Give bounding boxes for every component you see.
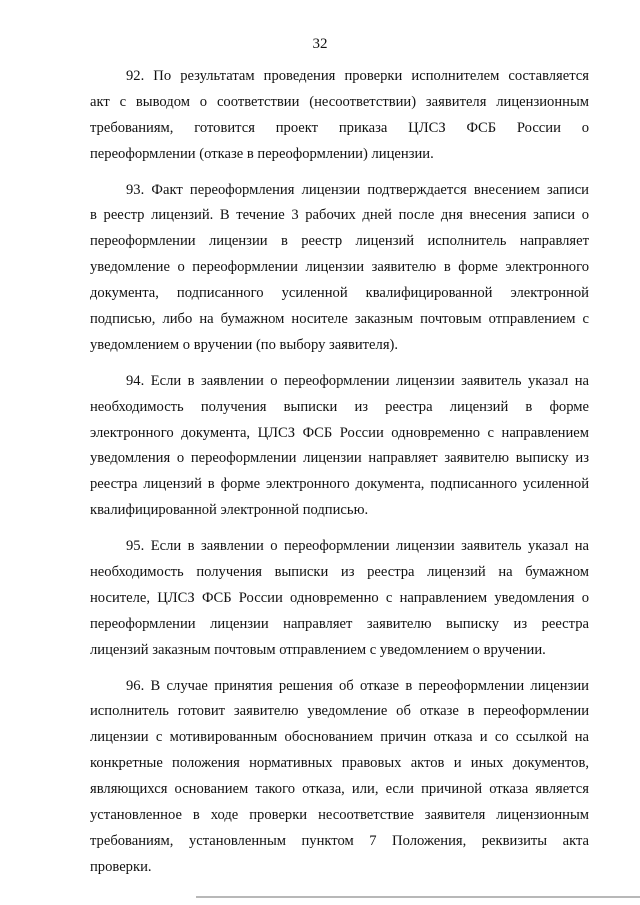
text-line: подписью, либо на бумажном носителе заказным почтовым отправлением с — [90, 311, 589, 328]
text-line: документа, подписанного усиленной квалифицированной электронной — [90, 285, 589, 302]
paragraph-94 — [90, 369, 589, 524]
text-line: электронного документа, ЦЛСЗ ФСБ России одновременно с направлением — [90, 424, 589, 441]
text-line: в реестр лицензий. В течение 3 рабочих дней после дня внесения записи о — [90, 207, 589, 224]
text-line: акт с выводом о соответствии (несоответствии) заявителя лицензионным — [90, 93, 589, 110]
text-line: 96. В случае принятия решения об отказе в переоформлении лицензии — [126, 677, 589, 694]
text-line: проверки. — [90, 858, 152, 875]
paragraph-92 — [90, 64, 589, 168]
text-line: уведомление о переоформлении лицензии заявителю в форме электронного — [90, 259, 589, 276]
text-line: необходимость получения выписки из реестра лицензий на бумажном — [90, 564, 589, 581]
text-line: 93. Факт переоформления лицензии подтверждается внесением записи — [126, 181, 589, 198]
page-number: 32 — [312, 36, 328, 52]
text-line: исполнитель готовит заявителю уведомление об отказе в переоформлении — [90, 703, 589, 720]
text-line: уведомления о переоформлении лицензии направляет заявителю выписку из — [90, 450, 589, 467]
text-line: переоформлении лицензии в реестр лицензий исполнитель направляет — [90, 233, 589, 250]
paragraph-93 — [90, 178, 589, 359]
document-body — [90, 64, 589, 891]
text-line: уведомлением о вручении (по выбору заявителя). — [90, 336, 399, 353]
paragraph-95 — [90, 534, 589, 663]
text-line: 95. Если в заявлении о переоформлении лицензии заявитель указал на — [126, 538, 589, 555]
text-line: установленное в ходе проверки несоответствие заявителя лицензионным — [90, 807, 589, 824]
text-line: переоформлении лицензии направляет заявителю выписку из реестра — [90, 615, 589, 632]
text-line: лицензий заказным почтовым отправлением с уведомлением о вручении. — [90, 641, 546, 658]
scan-edge-divider — [196, 896, 640, 898]
text-line: переоформлении (отказе в переоформлении) лицензии. — [90, 145, 434, 162]
text-line: требованиям, готовится проект приказа ЦЛСЗ ФСБ России о — [90, 119, 589, 136]
text-line: лицензии с мотивированным обоснованием причин отказа и со ссылкой на — [90, 729, 589, 746]
text-line: квалифицированной электронной подписью. — [90, 502, 369, 519]
text-line: 92. По результатам проведения проверки исполнителем составляется — [126, 68, 589, 84]
text-line: требованиям, установленным пунктом 7 Положения, реквизиты акта — [90, 832, 589, 849]
text-line: реестра лицензий в форме электронного документа, подписанного усиленной — [90, 476, 589, 493]
paragraph-96 — [90, 674, 589, 881]
text-line: носителе, ЦЛСЗ ФСБ России одновременно с направлением уведомления о — [90, 589, 589, 606]
text-line: 94. Если в заявлении о переоформлении лицензии заявитель указал на — [126, 372, 589, 389]
text-line: являющихся основанием такого отказа, или, если причиной отказа является — [90, 781, 589, 798]
text-line: конкретные положения нормативных правовых актов и иных документов, — [90, 755, 589, 772]
text-line: необходимость получения выписки из реестра лицензий в форме — [90, 398, 589, 415]
